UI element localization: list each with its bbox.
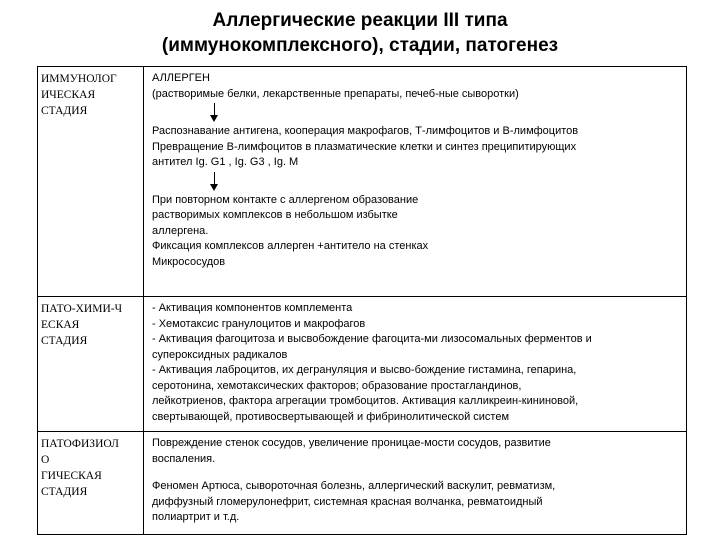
complex-line: При повторном контакте с аллергеном образование xyxy=(152,193,419,206)
stage-body-immunological xyxy=(144,67,687,297)
stage-row-pathochemical xyxy=(38,297,687,432)
stage-name-pathophysiological xyxy=(38,432,144,535)
title-line-2: (иммунокомплексного), стадии, патогенез xyxy=(161,35,559,56)
complex-line: растворимых комплексов в небольшом избытке xyxy=(152,209,398,221)
complex-line: Фиксация комплексов аллерген +антитело на стенках xyxy=(152,240,429,252)
stage-name-immunological xyxy=(38,67,144,297)
stage-name-line: ЕСКАЯ xyxy=(41,319,80,331)
down-arrow-icon xyxy=(152,171,682,193)
complex-line: Микрососудов xyxy=(152,255,226,268)
allergen-heading: АЛЛЕРГЕН xyxy=(152,72,210,84)
stage-row-immunological xyxy=(38,67,687,297)
pathochemical-line: - Активация фагоцитоза и высвобождение фагоцита-ми лизосомальных ферментов и xyxy=(152,333,592,345)
complex-line: аллергена. xyxy=(152,224,209,237)
stage-body-pathochemical xyxy=(144,297,687,432)
pathochemical-line: серотонина, хемотаксических факторов; образование простагландинов, xyxy=(152,379,522,392)
transformation-line: Превращение В-лимфоцитов в плазматические клетки и синтез преципитирующих xyxy=(152,140,577,153)
recognition-text: Распознавание антигена, кооперация макрофагов, Т-лимфоцитов и В-лимфоцитов xyxy=(152,125,579,137)
stage-name-line: ПАТОФИЗИОЛ xyxy=(41,438,119,450)
page-title xyxy=(0,8,720,58)
stage-name-pathochemical xyxy=(38,297,144,432)
spacer xyxy=(152,467,682,479)
title-line-1: Аллергические реакции III типа xyxy=(212,10,508,31)
stage-name-line: СТАДИЯ xyxy=(41,486,88,498)
down-arrow-icon xyxy=(152,102,682,124)
stage-name-line: ИММУНОЛОГ xyxy=(41,73,117,85)
pathochemical-line: - Активация лаброцитов, их дегрануляция и высво-бождение гистамина, гепарина, xyxy=(152,364,577,376)
pathochemical-line: свертывающей, противосвертывающей и фибринолитической систем xyxy=(152,410,510,423)
stage-name-line: СТАДИЯ xyxy=(41,105,88,117)
pathochemical-line: - Активация компонентов комплемента xyxy=(152,302,353,314)
stages-table xyxy=(37,66,687,535)
stage-name-line: ГИЧЕСКАЯ xyxy=(41,470,102,482)
stage-row-pathophysiological xyxy=(38,432,687,535)
pathochemical-line: лейкотриенов, фактора агрегации тромбоцитов. Активация калликреин-кининовой, xyxy=(152,395,579,407)
stage-name-line: О xyxy=(41,454,50,466)
allergen-examples: (растворимые белки, лекарственные препараты, печеб-ные сыворотки) xyxy=(152,87,519,100)
transformation-line: антител Ig. G1 , Ig. G3 , Ig. M xyxy=(152,156,299,168)
damage-line: воспаления. xyxy=(152,452,216,465)
pathochemical-line: - Хемотаксис гранулоцитов и макрофагов xyxy=(152,317,366,330)
diseases-line: диффузный гломерулонефрит, системная красная волчанка, ревматоидный xyxy=(152,495,543,508)
stage-name-line: ИЧЕСКАЯ xyxy=(41,89,96,101)
pathochemical-line: супероксидных радикалов xyxy=(152,348,288,361)
stage-name-line: ПАТО-ХИМИ-Ч xyxy=(41,303,123,315)
diseases-line: полиартрит и т.д. xyxy=(152,511,240,523)
stage-body-pathophysiological xyxy=(144,432,687,535)
diseases-line: Феномен Артюса, сывороточная болезнь, аллергический васкулит, ревматизм, xyxy=(152,480,556,492)
stage-name-line: СТАДИЯ xyxy=(41,335,88,347)
damage-line: Повреждение стенок сосудов, увеличение проницае-мости сосудов, развитие xyxy=(152,437,551,449)
